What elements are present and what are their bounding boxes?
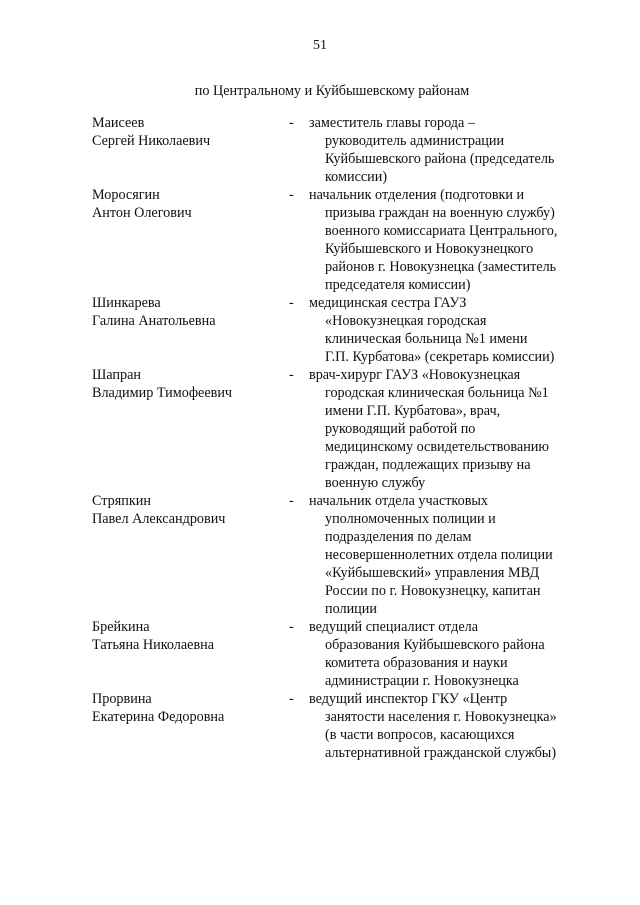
member-role [309,690,579,762]
member-role-line: администрации г. Новокузнецка [325,673,519,689]
member-role-line: врач-хирург ГАУЗ «Новокузнецкая [309,367,521,383]
member-role-line: (в части вопросов, касающихся [325,727,515,743]
member-role-line: занятости населения г. Новокузнецка» [325,709,557,725]
member-role [309,294,579,366]
member-dash: - [289,115,294,131]
member-role-line: Куйбышевского района (председатель [325,151,555,167]
member-role-line: медицинскому освидетельствованию [325,439,549,455]
member-role-line: полиции [325,601,377,617]
member-role [309,366,579,492]
member-entry [92,690,592,762]
member-given-names: Екатерина Федоровна [92,709,225,725]
member-entry [92,492,592,618]
member-dash: - [289,295,294,311]
member-name [92,618,292,654]
member-role-line: медицинская сестра ГАУЗ [309,295,467,311]
member-role-line: «Куйбышевский» управления МВД [325,565,540,581]
member-role-line: комитета образования и науки [325,655,508,671]
member-role-line: граждан, подлежащих призыву на [325,457,531,473]
member-given-names: Татьяна Николаевна [92,637,215,653]
member-role-line: образования Куйбышевского района [325,637,545,653]
member-surname: Брейкина [92,619,150,635]
member-role-line: ведущий специалист отдела [309,619,479,635]
member-role-line: районов г. Новокузнецка (заместитель [325,259,557,275]
member-role-line: уполномоченных полиции и [325,511,496,527]
member-dash: - [289,187,294,203]
member-surname: Прорвина [92,691,152,707]
member-role-line: России по г. Новокузнецку, капитан [325,583,541,599]
member-entry [92,294,592,366]
member-role-line: начальник отделения (подготовки и [309,187,525,203]
member-role [309,186,579,294]
member-role-line: руководитель администрации [325,133,505,149]
member-entry [92,366,592,492]
member-role-line: председателя комиссии) [325,277,471,293]
member-surname: Шинкарева [92,295,161,311]
member-role-line: подразделения по делам [325,529,472,545]
member-role [309,618,579,690]
member-entry [92,114,592,186]
member-name [92,366,292,402]
member-role-line: призыва граждан на военную службу) [325,205,555,221]
member-role-line: клиническая больница №1 имени [325,331,528,347]
member-role-line: несовершеннолетних отдела полиции [325,547,553,563]
member-given-names: Галина Анатольевна [92,313,216,329]
member-name [92,294,292,330]
member-name [92,186,292,222]
member-given-names: Павел Александрович [92,511,226,527]
member-given-names: Сергей Николаевич [92,133,211,149]
section-heading: по Центральному и Куйбышевскому районам [194,83,470,99]
member-role-line: альтернативной гражданской службы) [325,745,557,761]
member-surname: Маисеев [92,115,145,131]
member-dash: - [289,691,294,707]
member-role-line: заместитель главы города – [309,115,475,131]
member-name [92,690,292,726]
member-role-line: начальник отдела участковых [309,493,489,509]
member-role [309,492,579,618]
member-role-line: Куйбышевского и Новокузнецкого [325,241,534,257]
member-given-names: Владимир Тимофеевич [92,385,233,401]
member-surname: Моросягин [92,187,160,203]
member-name [92,114,292,150]
member-role-line: городская клиническая больница №1 [325,385,549,401]
member-role-line: имени Г.П. Курбатова», врач, [325,403,501,419]
member-role-line: военную службу [325,475,426,491]
member-name [92,492,292,528]
member-entry [92,618,592,690]
member-role-line: «Новокузнецкая городская [325,313,487,329]
member-role-line: Г.П. Курбатова» (секретарь комиссии) [325,349,555,365]
member-role-line: военного комиссариата Центрального, [325,223,558,239]
member-entry [92,186,592,294]
member-role-line: комиссии) [325,169,388,185]
member-dash: - [289,493,294,509]
member-given-names: Антон Олегович [92,205,192,221]
member-surname: Стряпкин [92,493,151,509]
member-role [309,114,579,186]
member-role-line: руководящий работой по [325,421,476,437]
member-role-line: ведущий инспектор ГКУ «Центр [309,691,508,707]
commission-members-list [92,114,592,762]
member-dash: - [289,367,294,383]
member-dash: - [289,619,294,635]
page-number: 51 [313,38,327,53]
member-surname: Шапран [92,367,141,383]
